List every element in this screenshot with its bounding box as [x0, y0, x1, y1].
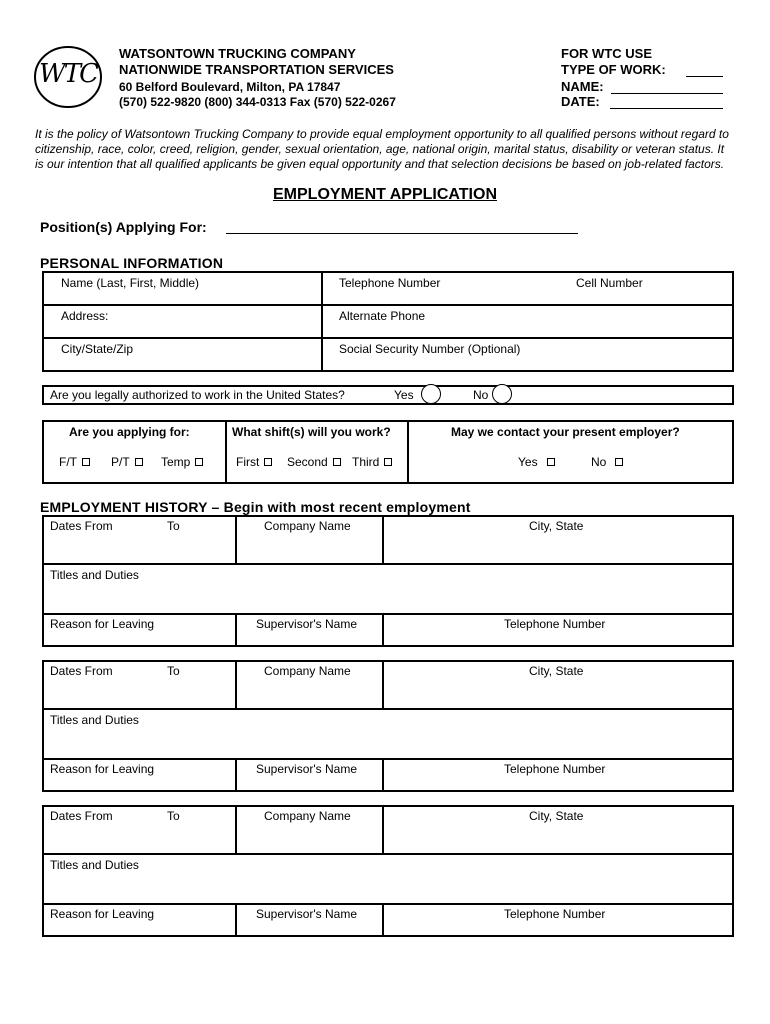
employment-history-heading: EMPLOYMENT HISTORY – Begin with most recent employment: [40, 499, 471, 515]
employer-telephone-field[interactable]: Telephone Number: [504, 907, 606, 921]
row-divider: [42, 853, 734, 855]
col-divider: [382, 903, 384, 937]
temp-box[interactable]: [195, 458, 203, 466]
pt-label: P/T: [111, 455, 130, 469]
contact-yes-label: Yes: [518, 455, 538, 469]
authorized-no-label: No: [473, 388, 489, 402]
company-name-field[interactable]: Company Name: [264, 809, 351, 823]
work-authorization-question: Are you legally authorized to work in the United States?: [50, 388, 345, 402]
pt-checkbox[interactable]: [111, 455, 143, 469]
company-logo: [33, 45, 103, 109]
name-field[interactable]: Name (Last, First, Middle): [61, 276, 200, 290]
third-shift-checkbox[interactable]: [352, 455, 392, 469]
second-shift-checkbox[interactable]: [287, 455, 341, 469]
company-tagline: NATIONWIDE TRANSPORTATION SERVICES: [119, 62, 394, 77]
reason-for-leaving-field[interactable]: Reason for Leaving: [50, 617, 155, 631]
office-type-of-work-label: TYPE OF WORK:: [561, 62, 666, 77]
col-divider: [235, 613, 237, 647]
dates-from-field[interactable]: Dates From: [50, 809, 113, 823]
contact-employer-heading: May we contact your present employer?: [451, 425, 680, 439]
col-divider: [382, 758, 384, 792]
reason-for-leaving-field[interactable]: Reason for Leaving: [50, 907, 155, 921]
col-divider: [235, 805, 237, 853]
personal-info-heading: PERSONAL INFORMATION: [40, 255, 224, 271]
city-state-field[interactable]: City, State: [529, 664, 584, 678]
company-phones: (570) 522-9820 (800) 344-0313 Fax (570) 522-0267: [119, 95, 396, 109]
ssn-field[interactable]: Social Security Number (Optional): [339, 342, 521, 356]
office-date-line[interactable]: [610, 108, 723, 109]
titles-duties-field[interactable]: Titles and Duties: [50, 858, 139, 872]
second-shift-label: Second: [287, 455, 328, 469]
dates-to-field[interactable]: To: [167, 809, 180, 823]
row-divider: [42, 758, 734, 760]
col-divider: [382, 613, 384, 647]
office-name-line[interactable]: [611, 93, 723, 94]
contact-yes-box[interactable]: [547, 458, 555, 466]
alternate-phone-field[interactable]: Alternate Phone: [339, 309, 426, 323]
row-divider: [42, 708, 734, 710]
first-shift-checkbox[interactable]: [236, 455, 272, 469]
form-title: EMPLOYMENT APPLICATION: [273, 186, 497, 203]
col-divider: [235, 515, 237, 563]
ft-box[interactable]: [82, 458, 90, 466]
company-name: WATSONTOWN TRUCKING COMPANY: [119, 46, 356, 61]
reason-for-leaving-field[interactable]: Reason for Leaving: [50, 762, 155, 776]
contact-no-label: No: [591, 455, 607, 469]
position-input[interactable]: [226, 233, 578, 234]
authorized-yes-radio[interactable]: [421, 384, 441, 404]
city-state-field[interactable]: City, State: [529, 519, 584, 533]
contact-no-checkbox[interactable]: [591, 455, 623, 469]
col-divider: [235, 660, 237, 708]
second-shift-box[interactable]: [333, 458, 341, 466]
city-state-field[interactable]: City, State: [529, 809, 584, 823]
eeo-policy: It is the policy of Watsontown Trucking Company to provide equal employment opportunity to all qualified persons without regard to citizenship, race, color, creed, religion, gender, sexual orientation, age, national origin, marital status, disability or veteran status. It is our intention that all qualified applicants be given equal opportunity and that selection decisions be based on job-related factors.: [35, 127, 729, 171]
office-type-of-work-line[interactable]: [686, 76, 723, 77]
dates-to-field[interactable]: To: [167, 519, 180, 533]
supervisor-name-field[interactable]: Supervisor's Name: [256, 907, 357, 921]
dates-from-field[interactable]: Dates From: [50, 664, 113, 678]
titles-duties-field[interactable]: Titles and Duties: [50, 568, 139, 582]
row-divider: [42, 563, 734, 565]
ft-label: F/T: [59, 455, 77, 469]
employer-telephone-field[interactable]: Telephone Number: [504, 617, 606, 631]
row-divider: [42, 903, 734, 905]
logo-text: WTC: [39, 59, 97, 89]
temp-label: Temp: [161, 455, 191, 469]
contact-yes-checkbox[interactable]: [518, 455, 555, 469]
office-date-label: DATE:: [561, 94, 600, 109]
first-shift-box[interactable]: [264, 458, 272, 466]
authorized-no-radio[interactable]: [492, 384, 512, 404]
employer-telephone-field[interactable]: Telephone Number: [504, 762, 606, 776]
contact-no-box[interactable]: [615, 458, 623, 466]
ft-checkbox[interactable]: [59, 455, 90, 469]
shift-heading: What shift(s) will you work?: [232, 425, 391, 439]
city-state-zip-field[interactable]: City/State/Zip: [61, 342, 134, 356]
supervisor-name-field[interactable]: Supervisor's Name: [256, 617, 357, 631]
dates-to-field[interactable]: To: [167, 664, 180, 678]
authorized-yes-label: Yes: [394, 388, 414, 402]
titles-duties-field[interactable]: Titles and Duties: [50, 713, 139, 727]
office-name-label: NAME:: [561, 79, 604, 94]
third-shift-label: Third: [352, 455, 380, 469]
col-divider: [235, 758, 237, 792]
col-divider: [382, 515, 384, 563]
address-field[interactable]: Address:: [61, 309, 109, 323]
position-label: Position(s) Applying For:: [40, 219, 207, 235]
cell-field[interactable]: Cell Number: [576, 276, 643, 290]
pt-box[interactable]: [135, 458, 143, 466]
dates-from-field[interactable]: Dates From: [50, 519, 113, 533]
office-use-title: FOR WTC USE: [561, 46, 652, 61]
temp-checkbox[interactable]: [161, 455, 203, 469]
first-shift-label: First: [236, 455, 260, 469]
company-name-field[interactable]: Company Name: [264, 664, 351, 678]
applying-for-heading: Are you applying for:: [69, 425, 190, 439]
telephone-field[interactable]: Telephone Number: [339, 276, 441, 290]
col-divider: [382, 805, 384, 853]
col-divider: [235, 903, 237, 937]
supervisor-name-field[interactable]: Supervisor's Name: [256, 762, 357, 776]
row-divider: [42, 613, 734, 615]
company-address: 60 Belford Boulevard, Milton, PA 17847: [119, 80, 341, 94]
third-shift-box[interactable]: [384, 458, 392, 466]
company-name-field[interactable]: Company Name: [264, 519, 351, 533]
col-divider: [382, 660, 384, 708]
